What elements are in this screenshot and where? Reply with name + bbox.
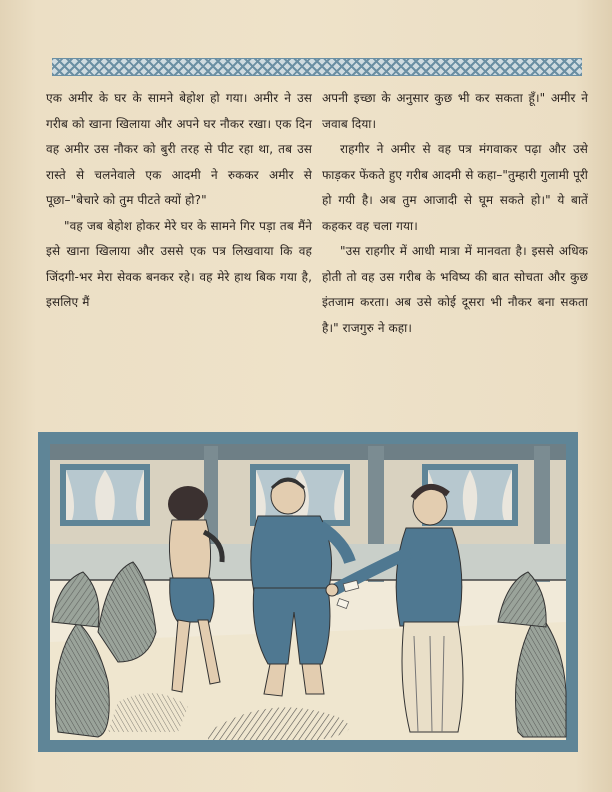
window: [60, 464, 150, 526]
paragraph: राहगीर ने अमीर से वह पत्र मंगवाकर पढ़ा और उसे फाड़कर फेंकते हुए गरीब आदमी से कहा–"तुम्हारी गुलामी पूरी हो गयी है। अब तुम आजादी से घूम सकते हो।" ये बातें कहकर वह चला गया।: [322, 142, 588, 233]
left-column: [46, 86, 312, 316]
right-column: [322, 86, 588, 341]
decorative-border-strip: [52, 58, 582, 76]
paragraph: अपनी इच्छा के अनुसार कुछ भी कर सकता हूँ।" अमीर ने जवाब दिया।: [322, 91, 588, 131]
paragraph: "वह जब बेहोश होकर मेरे घर के सामने गिर पड़ा तब मैंने इसे खाना खिलाया और उससे एक पत्र लिखवाया कि वह जिंदगी-भर मेरा सेवक बनकर रहे। वह मेरे हाथ बिक गया है, इसलिए मैं: [46, 218, 312, 309]
story-text: [46, 86, 586, 418]
paragraph: एक अमीर के घर के सामने बेहोश हो गया। अमीर ने उस गरीब को खाना खिलाया और अपने घर नौकर रखा। एक दिन वह अमीर उस नौकर को बुरी तरह से पीट रहा था, तब उस रास्ते से चलनेवाले एक आदमी ने रुककर अमीर से पूछा–"बेचारे को तुम पीटते क्यों हो?": [46, 91, 312, 207]
story-illustration: [38, 432, 578, 752]
paragraph: "उस राहगीर में आधी मात्रा में मानवता है। इससे अधिक होती तो वह उस गरीब के भविष्य की बात सोचता और कुछ इंतजाम करता। अब उसे कोई दूसरा भी नौकर बना सकता है।" राजगुरु ने कहा।: [322, 244, 588, 335]
